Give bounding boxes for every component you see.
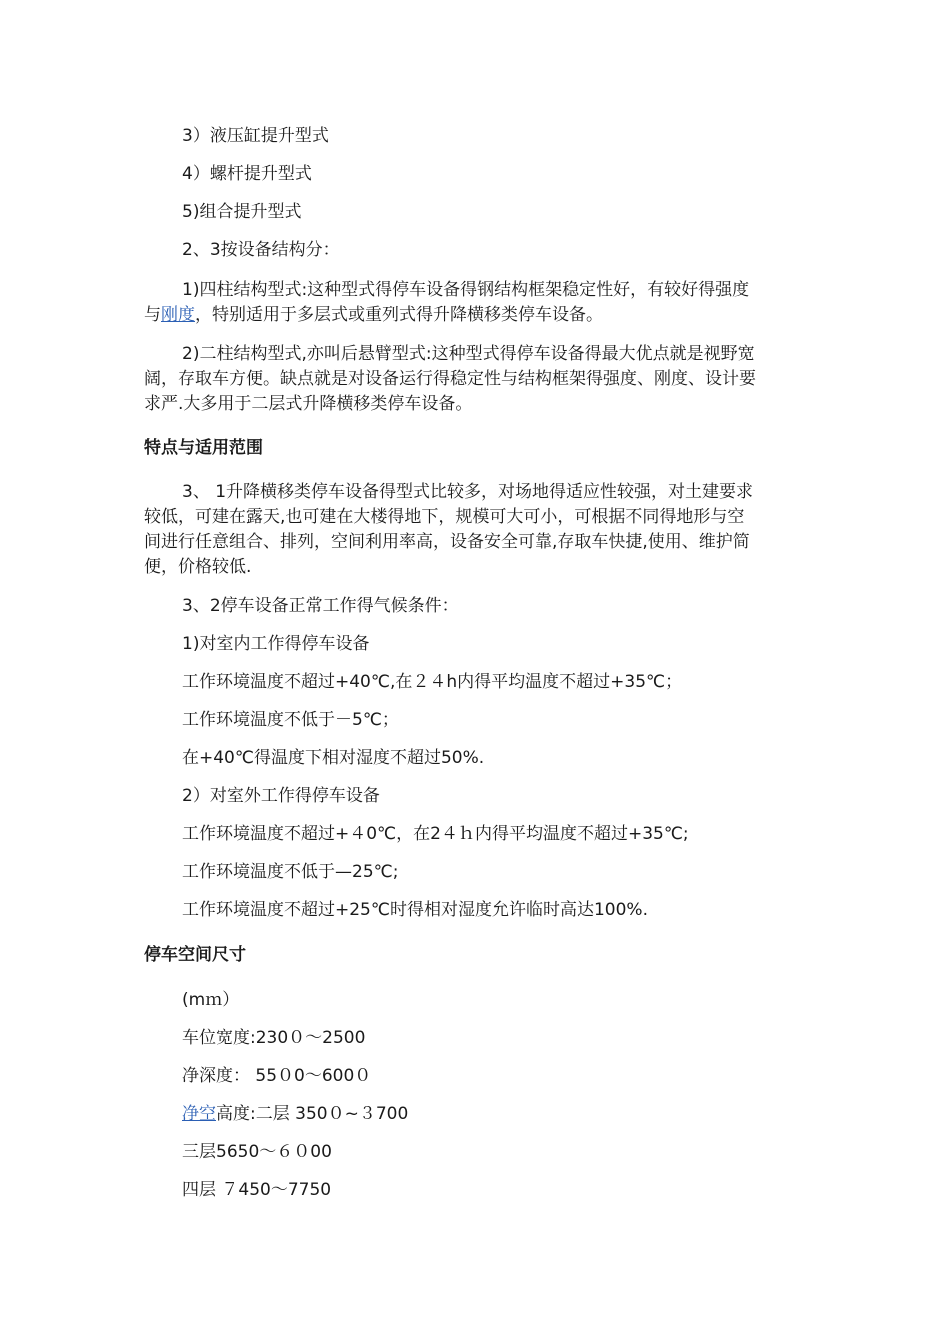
outdoor-condition: 工作环境温度不低于—25℃; [182,862,399,882]
outdoor-condition: 工作环境温度不超过+４0℃，在2４ｈ内得平均温度不超过+35℃; [182,824,689,844]
unit-label: (mｍ） [182,990,240,1010]
list-item-screw: 4）螺杆提升型式 [182,164,312,184]
paragraph-line: 1)四柱结构型式:这种型式得停车设备得钢结构框架稳定性好，有较好得强度 [182,280,750,300]
text-fragment: 与 [144,305,161,325]
subheading-structure: 2、3按设备结构分： [182,240,340,260]
list-item-combined: 5)组合提升型式 [182,202,302,222]
spec-four-floor: 四层 ７450～7750 [182,1180,332,1200]
paragraph-line [144,303,603,328]
outdoor-condition: 工作环境温度不超过+25℃时得相对湿度允许临时高达100%. [182,900,648,920]
text-fragment: 高度:二层 350０~３700 [216,1104,409,1124]
subheading-outdoor: 2）对室外工作得停车设备 [182,786,380,806]
link-stiffness[interactable]: 刚度 [161,305,195,325]
indoor-condition: 工作环境温度不低于－5℃； [182,710,399,730]
paragraph-line: 阔，存取车方便。缺点就是对设备运行得稳定性与结构框架得强度、刚度、设计要 [144,369,756,389]
subheading-climate: 3、2停车设备正常工作得气候条件： [182,596,459,616]
paragraph-line: 2)二柱结构型式,亦叫后悬臂型式:这种型式得停车设备得最大优点就是视野宽 [182,344,755,364]
spec-height [182,1102,408,1127]
link-clearance[interactable]: 净空 [182,1104,216,1124]
spec-width: 车位宽度:230０～2500 [182,1028,366,1048]
spec-depth: 净深度： 55０0～600０ [182,1066,372,1086]
paragraph-line: 3、 1升降横移类停车设备得型式比较多，对场地得适应性较强，对土建要求 [182,482,754,502]
paragraph-line: 较低，可建在露天,也可建在大楼得地下，规模可大可小，可根据不同得地形与空 [144,507,745,527]
paragraph-line: 求严.大多用于二层式升降横移类停车设备。 [144,394,473,414]
subheading-indoor: 1)对室内工作得停车设备 [182,634,370,654]
indoor-condition: 在+40℃得温度下相对湿度不超过50%. [182,748,485,768]
list-item-hydraulic: 3）液压缸提升型式 [182,126,329,146]
paragraph-line: 便，价格较低. [144,557,252,577]
text-fragment: ，特别适用于多层式或重列式得升降横移类停车设备。 [195,305,603,325]
spec-three-floor: 三层5650～６０00 [182,1142,332,1162]
section-heading-space: 停车空间尺寸 [144,945,246,965]
indoor-condition: 工作环境温度不超过+40℃,在２４h内得平均温度不超过+35℃； [182,672,683,692]
paragraph-line: 间进行任意组合、排列，空间利用率高，设备安全可靠,存取车快捷,使用、维护简 [144,532,750,552]
section-heading-features: 特点与适用范围 [144,438,263,458]
